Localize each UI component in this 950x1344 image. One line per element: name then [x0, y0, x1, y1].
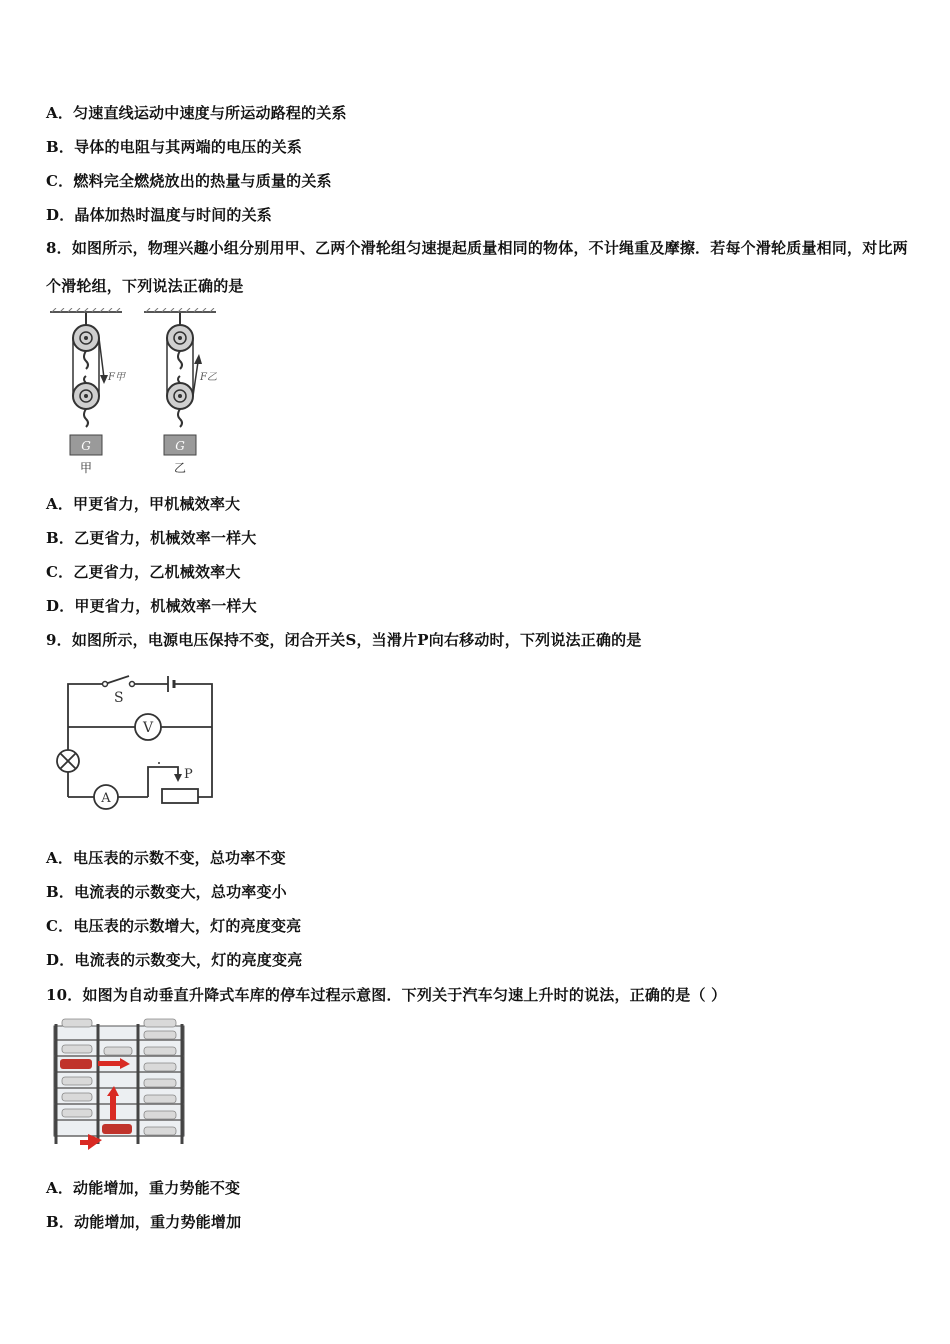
label-yi: 乙 [173, 461, 187, 475]
pulley-system-left [70, 313, 108, 455]
rheostat-icon [162, 789, 198, 803]
q9-option-a: A．电压表的示数不变，总功率不变 [46, 849, 286, 867]
q7-option-d: D．晶体加热时温度与时间的关系 [46, 206, 273, 224]
q10-option-b: B．动能增加，重力势能增加 [46, 1213, 242, 1231]
switch-label: S [114, 690, 124, 706]
q7-option-a: A．匀速直线运动中速度与所运动路程的关系 [46, 104, 347, 122]
weight-label-left: G [81, 439, 91, 453]
q9-option-b: B．电流表的示数变大，总功率变小 [46, 883, 287, 901]
parking-garage-figure [50, 1016, 190, 1156]
q9-option-c: C．电压表的示数增大，灯的亮度变亮 [46, 917, 302, 935]
switch-icon [103, 682, 108, 687]
q7-option-b: B．导体的电阻与其两端的电压的关系 [46, 138, 303, 156]
weight-label-right: G [175, 439, 185, 453]
q8-option-d: D．甲更省力，机械效率一样大 [46, 597, 257, 615]
label-jia: 甲 [79, 461, 93, 475]
q10-option-a: A．动能增加，重力势能不变 [46, 1179, 241, 1197]
pulley-figure [48, 308, 228, 480]
ammeter-label: A [101, 791, 111, 806]
q9-stem: 9．如图所示，电源电压保持不变，闭合开关S，当滑片P向右移动时，下列说法正确的是 [46, 631, 642, 649]
q8-stem: 8．如图所示，物理兴趣小组分别用甲、乙两个滑轮组匀速提起质量相同的物体，不计绳重及摩擦．若每个滑轮质量相同，对比两个滑轮组，下列说法正确的是 [46, 239, 908, 295]
q9-option-d: D．电流表的示数变大，灯的亮度变亮 [46, 951, 303, 969]
force-label-left: F甲 [108, 372, 125, 383]
slider-label: P [184, 767, 193, 782]
red-car-icon [60, 1059, 92, 1069]
q7-option-c: C．燃料完全燃烧放出的热量与质量的关系 [46, 172, 332, 190]
circuit-figure [50, 670, 225, 810]
force-label-right: F乙 [200, 372, 217, 383]
q8-option-c: C．乙更省力，乙机械效率大 [46, 563, 241, 581]
q8-option-b: B．乙更省力，机械效率一样大 [46, 529, 257, 547]
pulley-system-right [164, 313, 202, 455]
q10-stem: 10．如图为自动垂直升降式车库的停车过程示意图．下列关于汽车匀速上升时的说法，正确的是（ ） [46, 986, 727, 1004]
q8-option-a: A．甲更省力，甲机械效率大 [46, 495, 241, 513]
voltmeter-label: V [142, 720, 154, 736]
